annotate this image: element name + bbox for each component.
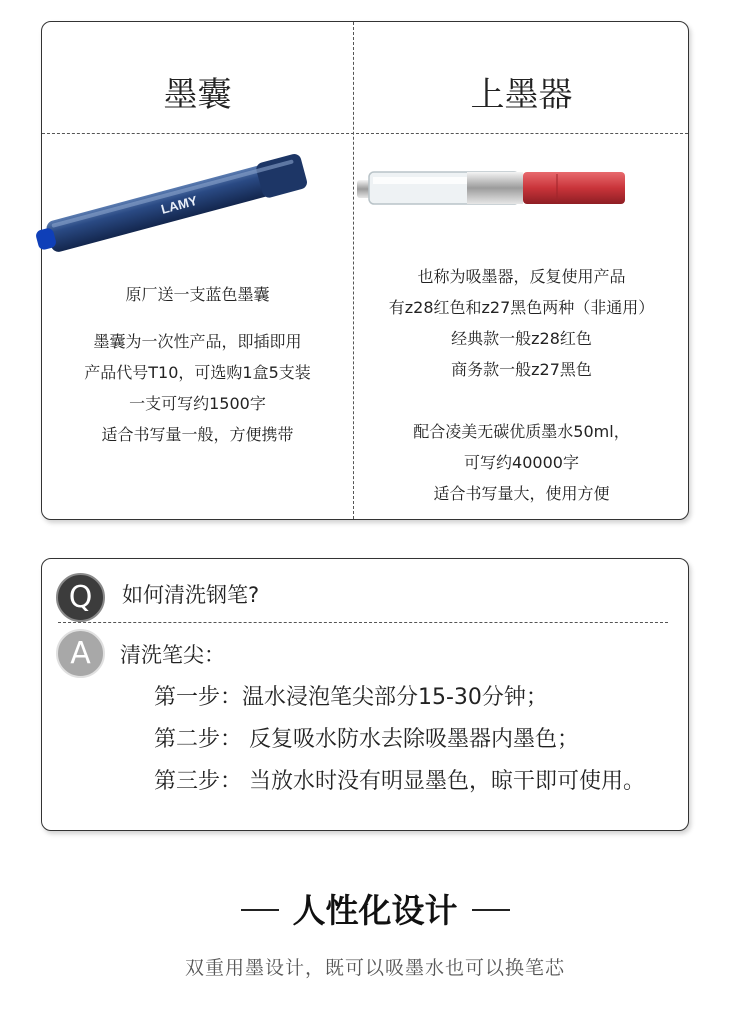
converter-line: 商务款一般z27黑色 (451, 360, 592, 379)
converter-title: 上墨器 (470, 75, 573, 115)
converter-line: 配合凌美无碳优质墨水50ml， (413, 422, 630, 441)
feature-subtitle: 双重用墨设计，既可以吸墨水也可以换笔芯 (184, 957, 565, 979)
converter-line: 经典款一般z28红色 (451, 329, 592, 348)
cartridge-description (42, 279, 353, 450)
converter-line: 也称为吸墨器，反复使用产品 (417, 267, 626, 286)
cartridge-line: 一支可写约1500字 (129, 394, 266, 413)
converter-line: 适合书写量大，使用方便 (433, 484, 610, 503)
cartridge-caption: 原厂送一支蓝色墨囊 (125, 285, 270, 304)
answer-title: 清洗笔尖： (120, 643, 225, 667)
answer-step-1: 第一步：温水浸泡笔尖部分15-30分钟； (154, 685, 548, 710)
answer-badge: A (56, 629, 105, 678)
ink-cartridge-image (30, 147, 340, 257)
ink-converter-image (357, 158, 627, 218)
converter-line: 可写约40000字 (464, 453, 579, 472)
header-divider (42, 133, 688, 134)
question-badge: Q (56, 573, 105, 622)
faq-card (41, 558, 689, 831)
cartridge-line: 适合书写量一般，方便携带 (101, 425, 294, 444)
converter-line: 有z28红色和z27黑色两种（非通用） (388, 298, 655, 317)
cartridge-brand-label: LAMY (159, 192, 199, 217)
cartridge-line: 产品代号T10，可选购1盒5支装 (84, 363, 311, 382)
question-text: 如何清洗钢笔? (122, 583, 260, 607)
heading-dash-left (241, 909, 279, 911)
answer-step-2: 第二步： 反复吸水防水去除吸墨器内墨色； (154, 727, 579, 752)
comparison-card (41, 21, 689, 520)
feature-title: 人性化设计 (292, 891, 458, 930)
converter-description (353, 261, 690, 509)
answer-step-3: 第三步： 当放水时没有明显墨色，晾干即可使用。 (154, 769, 645, 794)
cartridge-title: 墨囊 (163, 75, 232, 115)
cartridge-line: 墨囊为一次性产品，即插即用 (93, 332, 302, 351)
heading-dash-right (472, 909, 510, 911)
qa-divider (58, 622, 668, 623)
feature-heading (0, 885, 750, 932)
